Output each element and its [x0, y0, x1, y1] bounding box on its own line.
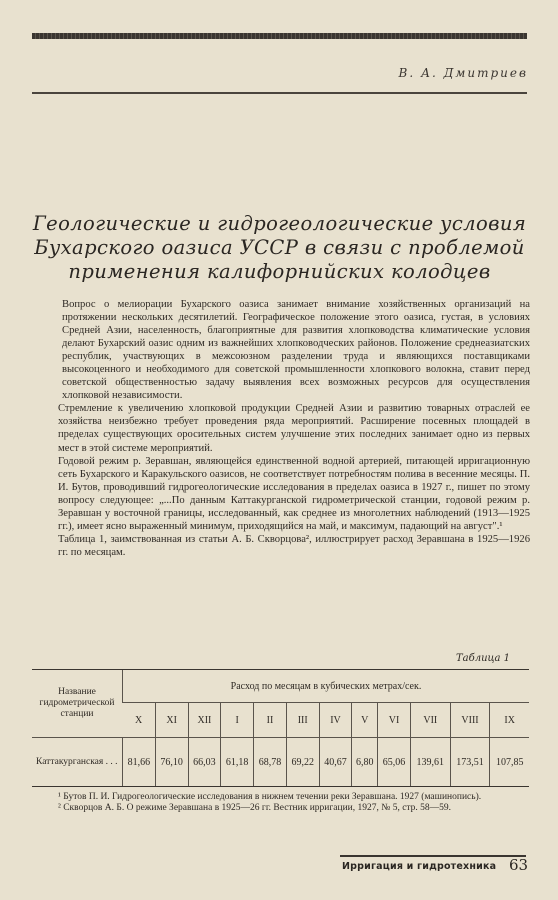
value-cell: 107,85: [490, 738, 529, 787]
discharge-group-header: Расход по месяцам в кубических метрах/сек.: [123, 670, 530, 703]
paragraph-2: Стремление к увеличению хлопковой продукции Средней Азии и развитию товарных отраслей ее хозяйства неизбежно требует проведения ряда мероприятий. Расширение посевных площадей в пределах существующих оросительных систем улучшение этих последних занимает одно из первых мест в этой системе мероприятий.: [58, 403, 530, 454]
footnotes: [32, 792, 529, 814]
value-cell: 66,03: [188, 738, 221, 787]
table-header-row: [32, 670, 529, 703]
station-name-cell: Каттакурганская . . .: [32, 738, 123, 787]
footnote-1: ¹ Бутов П. И. Гидрогеологические исследования в нижнем течении реки Зеравшана. 1927 (машинопись).: [58, 792, 482, 802]
value-cell: 69,22: [286, 738, 319, 787]
author-name: В. А. Дмитриев: [398, 66, 528, 80]
paragraph-1: Вопрос о мелиорации Бухарского оазиса занимает внимание хозяйственных организаций на протяжении нескольких десятилетий. Географическое положение этого оазиса, густая, в условиях Средней Азии, населенность, благоприятные для развития хлопководства климатические условия делают Бухарский оазис одним из важнейших хлопководческих районов. Положение среднеазиатских республик, участвующих в межсоюзном разделении труда и являющихся поставщиками высокоценного и необходимого для советской промышленности хлопкового волокна, ставит перед советской общественностью задачу выявления всех возможных ресурсов для осуществления хлопковой независимости.: [62, 299, 530, 402]
title-line-2: Бухарского оазиса УССР в связи с проблемой: [34, 236, 525, 259]
value-cell: 76,10: [155, 738, 188, 787]
title-line-3: применения калифорнийских колодцев: [68, 260, 491, 283]
footnote-2: ² Скворцов А. Б. О режиме Зеравшана в 1925—26 гг. Вестник ирригации, 1927, № 5, стр. 58—59.: [58, 803, 452, 813]
paragraph-3: Годовой режим р. Зеравшан, являющейся единственной водной артерией, питающей ирригационную сеть Бухарского и Каракульского оазисов, не соответствует потребностям полива в весенние месяцы. П. И. Бутов, проводивший гидрогеологические исследования в пределах оазиса в 1927 г., пишет по этому вопросу следующее: „...По данным Каттакурганской гидрометрической станции, годовой режим р. Зеравшан у восточной границы, исследованный, как среднее из многолетних наблюдений (1913—1925 гг.), имеет ясно выраженный минимум, приходящийся на май, и максимум, падающий на август".¹: [58, 455, 530, 532]
value-cell: 173,51: [450, 738, 490, 787]
month-header: VII: [410, 703, 450, 738]
value-cell: 139,61: [410, 738, 450, 787]
paragraph-4: Таблица 1, заимствованная из статьи А. Б. Скворцова², иллюстрирует расход Зеравшана в 1925—1926 гг. по месяцам.: [58, 533, 530, 558]
footer-rule: [340, 855, 526, 857]
journal-name: Ирригация и гидротехника: [342, 861, 497, 872]
value-cell: 68,78: [254, 738, 287, 787]
discharge-table: [32, 669, 529, 785]
month-header: XI: [155, 703, 188, 738]
month-header: IX: [490, 703, 529, 738]
month-header: IV: [319, 703, 352, 738]
article-body: [58, 298, 530, 559]
title-line-1: Геологические и гидрогеологические условия: [32, 212, 527, 235]
page-number: 63: [509, 856, 529, 874]
month-header: X: [123, 703, 156, 738]
top-decorative-rule: [32, 33, 527, 39]
value-cell: 40,67: [319, 738, 352, 787]
article-title: [32, 212, 527, 284]
month-header: III: [286, 703, 319, 738]
value-cell: 65,06: [378, 738, 411, 787]
discharge-table-grid: [32, 669, 529, 787]
month-header: V: [352, 703, 378, 738]
value-cell: 6,80: [352, 738, 378, 787]
value-cell: 61,18: [221, 738, 254, 787]
value-cell: 81,66: [123, 738, 156, 787]
month-header: VI: [378, 703, 411, 738]
month-header: I: [221, 703, 254, 738]
month-header: VIII: [450, 703, 490, 738]
month-header: II: [254, 703, 287, 738]
table-caption: Таблица 1: [455, 653, 510, 664]
station-header: Название гидрометрической станции: [32, 670, 123, 738]
author-rule: [32, 92, 527, 94]
table-row: [32, 738, 529, 787]
month-header: XII: [188, 703, 221, 738]
